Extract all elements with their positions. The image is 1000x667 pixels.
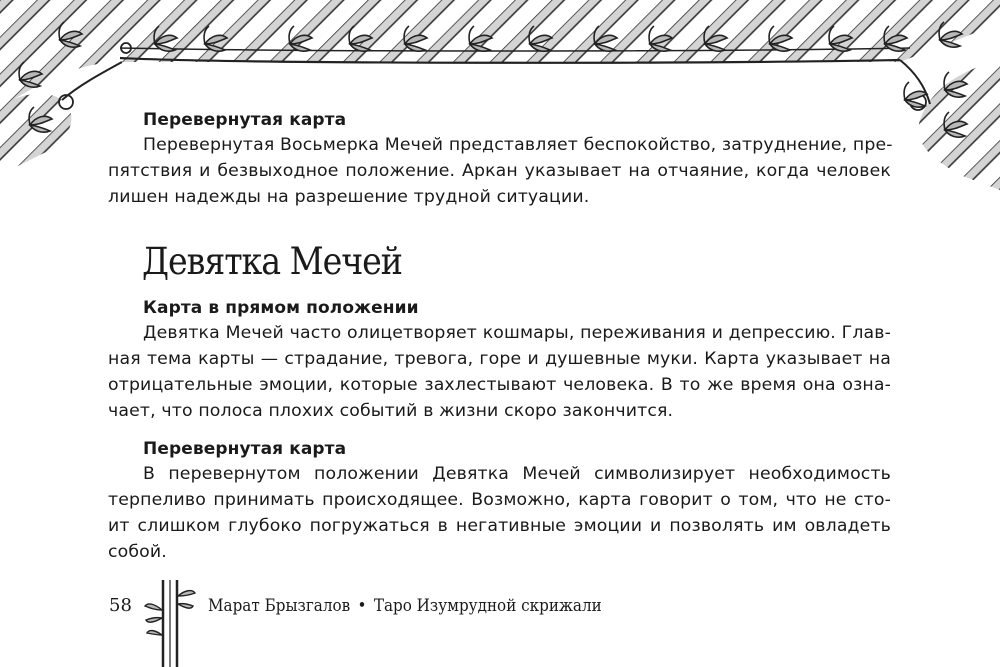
- reversed-card-heading: Перевернутая карта: [143, 439, 347, 459]
- paragraph-line: лишен надежды на разрешение трудной ситуации.: [108, 187, 590, 207]
- paragraph-line: отрицательные эмоции, которые захлестывают человека. В то же время она озна-: [108, 375, 891, 395]
- section-title: Девятка Мечей: [142, 240, 402, 283]
- paragraph-line: терпеливо принимать происходящее. Возможно, карта говорит о том, что не сто-: [108, 490, 891, 510]
- upright-card-heading: Карта в прямом положении: [143, 298, 419, 318]
- reversed-card-paragraph: [108, 132, 891, 210]
- paragraph-line: ная тема карты — страдание, тревога, горе и душевные муки. Карта указывает на: [108, 349, 891, 369]
- book-title: Таро Изумрудной скрижали: [373, 596, 602, 615]
- footer-ornament: [0, 580, 1000, 667]
- paragraph-line: чает, что полоса плохих событий в жизни скоро закончится.: [108, 401, 674, 421]
- paragraph-line: собой.: [108, 542, 167, 562]
- paragraph-line: В перевернутом положении Девятка Мечей символизирует необходимость: [143, 464, 891, 484]
- paragraph-line: Перевернутая Восьмерка Мечей представляет беспокойство, затруднение, пре-: [143, 135, 893, 155]
- running-title: [208, 596, 602, 615]
- reversed-card-paragraph: [108, 461, 891, 565]
- upright-card-paragraph: [108, 320, 891, 424]
- paragraph-line: пятствия и безвыходное положение. Аркан указывает на отчаяние, когда человек: [108, 161, 891, 181]
- title-separator: •: [357, 596, 367, 615]
- page-number: 58: [109, 595, 132, 616]
- author-name: Марат Брызгалов: [208, 596, 351, 615]
- paragraph-line: Девятка Мечей часто олицетворяет кошмары, переживания и депрессию. Глав-: [143, 323, 891, 343]
- reversed-card-heading: Перевернутая карта: [143, 110, 347, 130]
- paragraph-line: ит слишком глубоко погружаться в негативные эмоции и позволять им овладеть: [108, 516, 891, 536]
